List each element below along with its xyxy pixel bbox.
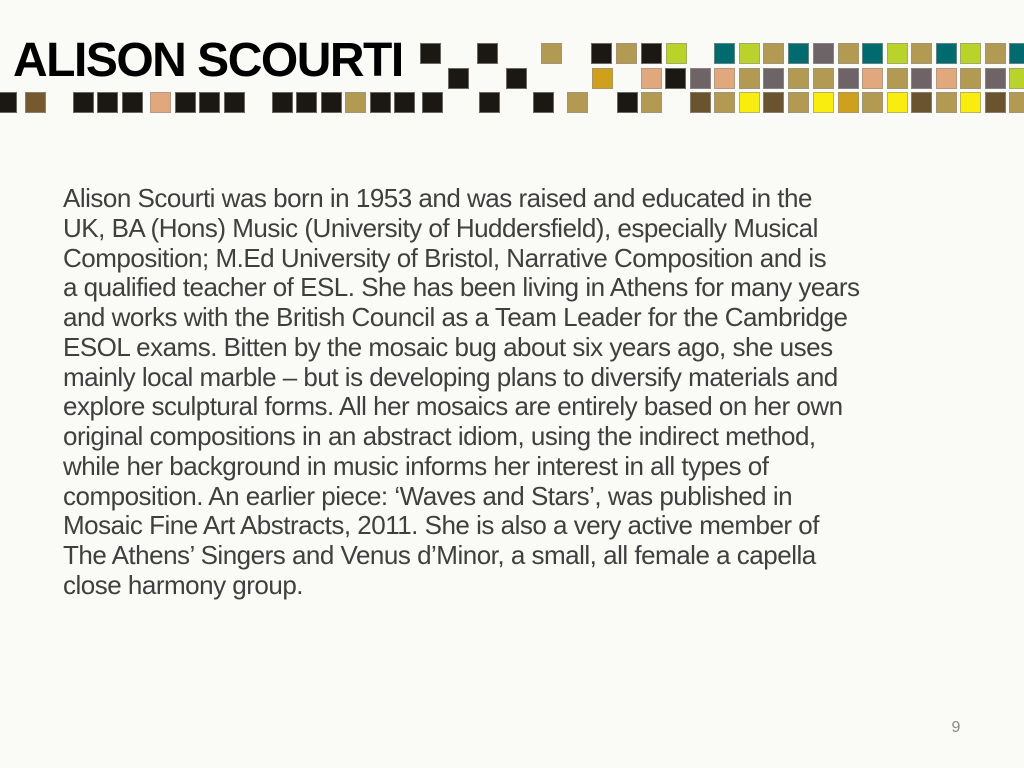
mosaic-tile: [887, 92, 908, 113]
mosaic-tile: [960, 43, 981, 64]
mosaic-tile: [616, 43, 637, 64]
mosaic-tile: [73, 92, 94, 113]
mosaic-tile: [370, 92, 391, 113]
mosaic-tile: [345, 92, 366, 113]
mosaic-tile: [763, 92, 784, 113]
body-text-line: ESOL exams. Bitten by the mosaic bug about six years ago, she uses: [63, 331, 833, 362]
bio-paragraph: [63, 184, 860, 601]
mosaic-tile: [122, 92, 143, 113]
mosaic-tile: [479, 92, 500, 113]
mosaic-tile: [985, 92, 1006, 113]
mosaic-tile: [838, 68, 859, 89]
mosaic-tile: [296, 92, 317, 113]
mosaic-tile: [739, 43, 760, 64]
mosaic-tile: [763, 68, 784, 89]
mosaic-tile: [862, 43, 883, 64]
mosaic-tile: [763, 43, 784, 64]
mosaic-tile: [887, 68, 908, 89]
body-text-line: The Athens’ Singers and Venus d’Minor, a small, all female a capella: [63, 540, 816, 570]
mosaic-tile: [788, 43, 809, 64]
mosaic-tile: [175, 92, 196, 113]
mosaic-tile: [911, 92, 932, 113]
body-text-line: composition. An earlier piece: ‘Waves and Stars’, was published in: [63, 480, 793, 511]
mosaic-tile: [97, 92, 118, 113]
mosaic-tile: [1009, 92, 1024, 113]
mosaic-tile: [813, 92, 834, 113]
body-text-line: original compositions in an abstract idiom, using the indirect method,: [63, 421, 816, 451]
page-number: 9: [951, 719, 961, 736]
mosaic-tile: [714, 43, 735, 64]
mosaic-tile: [150, 92, 171, 113]
mosaic-tile: [506, 68, 527, 89]
mosaic-tile: [714, 68, 735, 89]
mosaic-tile: [567, 92, 588, 113]
mosaic-tile: [813, 43, 834, 64]
mosaic-tile: [477, 43, 498, 64]
mosaic-tile: [199, 92, 220, 113]
mosaic-tile: [665, 68, 686, 89]
body-text-line: mainly local marble – but is developing plans to diversify materials and: [63, 361, 838, 392]
mosaic-tile: [911, 68, 932, 89]
mosaic-tile: [533, 92, 554, 113]
slide-title: ALISON SCOURTI: [13, 34, 403, 87]
mosaic-tile: [985, 68, 1006, 89]
mosaic-tile: [321, 92, 342, 113]
mosaic-tile: [887, 43, 908, 64]
mosaic-tile: [666, 43, 687, 64]
body-text-line: Mosaic Fine Art Abstracts, 2011. She is also a very active member of: [63, 510, 819, 541]
mosaic-tile: [1009, 43, 1024, 64]
mosaic-tile: [224, 92, 245, 113]
mosaic-tile: [788, 92, 809, 113]
body-text-line: Alison Scourti was born in 1953 and was raised and educated in the: [63, 183, 812, 213]
mosaic-tile: [641, 92, 662, 113]
mosaic-tile: [936, 43, 957, 64]
mosaic-tile: [0, 92, 17, 113]
body-text-line: a qualified teacher of ESL. She has been living in Athens for many years: [63, 272, 860, 303]
mosaic-tile: [394, 92, 415, 113]
mosaic-tile: [592, 68, 613, 89]
mosaic-tile: [739, 68, 760, 89]
mosaic-tile: [641, 43, 662, 64]
mosaic-tile: [862, 92, 883, 113]
body-text-line: Composition; M.Ed University of Bristol, Narrative Composition and is: [63, 242, 827, 273]
mosaic-tile: [862, 68, 883, 89]
mosaic-tile: [591, 43, 612, 64]
mosaic-tile: [420, 43, 441, 64]
mosaic-tile: [25, 92, 46, 113]
mosaic-tile: [272, 92, 293, 113]
mosaic-tile: [788, 68, 809, 89]
body-text-line: and works with the British Council as a Team Leader for the Cambridge: [63, 302, 848, 332]
mosaic-tile: [936, 68, 957, 89]
mosaic-tile: [960, 92, 981, 113]
mosaic-tile: [911, 43, 932, 64]
mosaic-tile: [617, 92, 638, 113]
mosaic-tile: [936, 92, 957, 113]
mosaic-tile: [985, 43, 1006, 64]
mosaic-tile: [448, 68, 469, 89]
mosaic-tile: [1009, 68, 1024, 89]
body-text-line: UK, BA (Hons) Music (University of Huddersfield), especially Musical: [63, 212, 818, 243]
mosaic-tile: [813, 68, 834, 89]
mosaic-tile: [714, 92, 735, 113]
mosaic-tile: [838, 43, 859, 64]
mosaic-tile: [690, 68, 711, 89]
body-text-line: while her background in music informs her interest in all types of: [63, 450, 769, 481]
body-text-line: explore sculptural forms. All her mosaics are entirely based on her own: [63, 391, 843, 422]
mosaic-tile: [422, 92, 443, 113]
mosaic-tile: [541, 43, 562, 64]
mosaic-tile: [960, 68, 981, 89]
mosaic-tile: [690, 92, 711, 113]
body-text-line: close harmony group.: [63, 569, 304, 600]
mosaic-tile: [838, 92, 859, 113]
mosaic-tile: [739, 92, 760, 113]
mosaic-tile: [641, 68, 662, 89]
